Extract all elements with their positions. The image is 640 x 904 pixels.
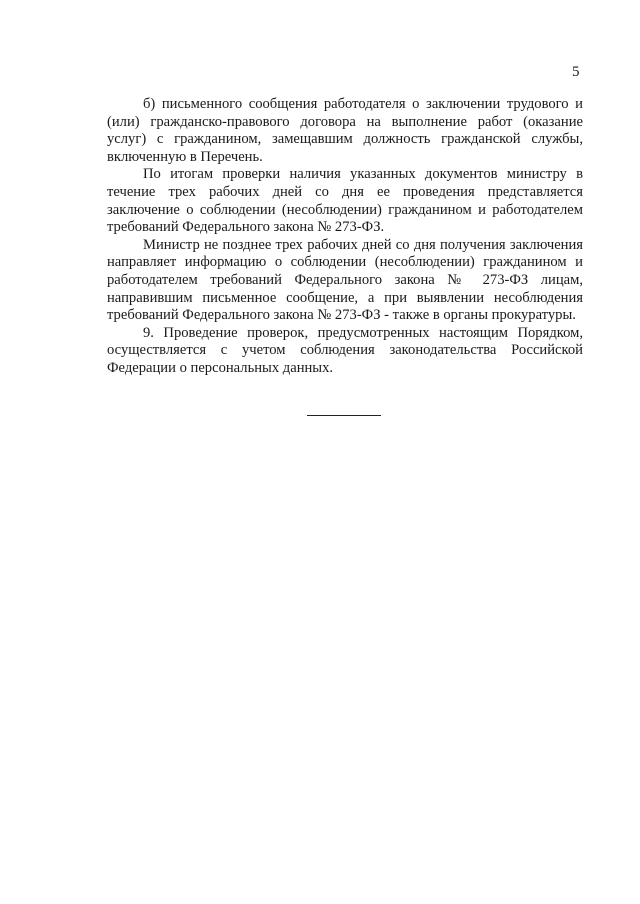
- page-number: 5: [572, 64, 580, 80]
- end-divider: [307, 415, 381, 416]
- paragraph-b-employer-message: б) письменного сообщения работодателя о заключении трудового и (или) гражданско-правового договора на выполнение работ (оказание услуг) с гражданином, замещавшим должность гражданской службы, включенную в Перечень.: [107, 96, 583, 165]
- paragraph-minister-notice: Министр не позднее трех рабочих дней со дня получения заключения направляет информацию о соблюдении (несоблюдении) гражданином и работодателем требований Федерального закона № 273-ФЗ лицам, направившим письменное сообщение, а при выявлении несоблюдения требований Федерального закона № 273-ФЗ - также в органы прокуратуры.: [107, 236, 583, 324]
- paragraph-check-results: По итогам проверки наличия указанных документов министру в течение трех рабочих дней со дня ее проведения представляется заключение о соблюдении (несоблюдении) гражданином и работодателем требований Федерального закона № 273-ФЗ.: [107, 166, 583, 236]
- paragraph-9-personal-data: 9. Проведение проверок, предусмотренных настоящим Порядком, осуществляется с учетом соблюдения законодательства Российской Федерации о персональных данных.: [107, 324, 583, 376]
- document-body: [107, 96, 583, 378]
